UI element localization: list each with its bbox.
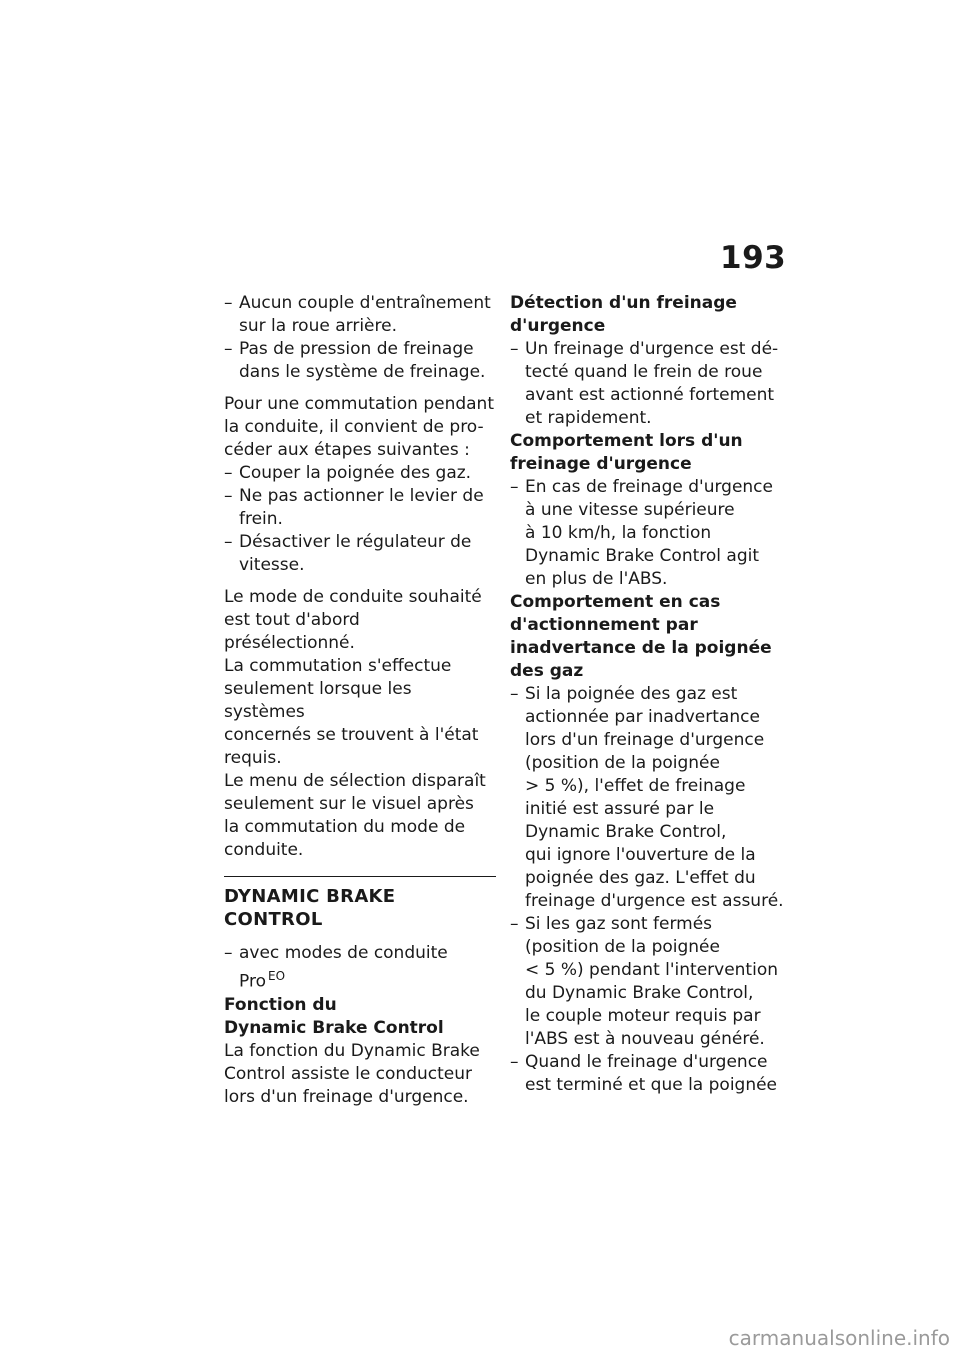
list-line: (position de la poignée bbox=[525, 937, 720, 957]
list-line: Désactiver le régulateur de bbox=[239, 532, 472, 552]
paragraph bbox=[224, 393, 496, 462]
list-line: à 10 km/h, la fonction bbox=[525, 523, 712, 543]
text-line: seulement sur le visuel après bbox=[224, 794, 474, 814]
list-line: Un freinage d'urgence est dé- bbox=[525, 339, 779, 359]
list-item bbox=[224, 942, 496, 994]
mode-name: Pro bbox=[239, 971, 266, 992]
list-item bbox=[510, 683, 785, 913]
list-item bbox=[224, 531, 496, 577]
text-line: est tout d'abord présélectionné. bbox=[224, 610, 360, 653]
text-line: Dynamic Brake Control bbox=[224, 1017, 444, 1038]
list-dash: – bbox=[224, 532, 233, 552]
list-dash: – bbox=[224, 463, 233, 483]
list-item bbox=[224, 338, 496, 384]
section-title: DYNAMIC BRAKE CONTROL bbox=[224, 886, 396, 930]
list-dash: – bbox=[224, 486, 233, 506]
list-dash: – bbox=[510, 477, 519, 497]
list-line: tecté quand le frein de roue bbox=[525, 362, 763, 382]
list-line: vitesse. bbox=[239, 555, 305, 575]
text-line: seulement lorsque les systèmes bbox=[224, 679, 412, 722]
text-line: Pour une commutation pendant bbox=[224, 394, 494, 414]
text-line: Control assiste le conducteur bbox=[224, 1063, 473, 1084]
list-line: Couper la poignée des gaz. bbox=[239, 463, 472, 483]
text-line: Le mode de conduite souhaité bbox=[224, 587, 482, 607]
list-line: est terminé et que la poignée bbox=[525, 1075, 778, 1095]
list-line: et rapidement. bbox=[525, 408, 652, 428]
text-line: concernés se trouvent à l'état bbox=[224, 725, 479, 745]
list-line: En cas de freinage d'urgence bbox=[525, 477, 773, 497]
text-line: inadvertance de la poignée bbox=[510, 638, 772, 658]
list-line: < 5 %) pendant l'intervention bbox=[525, 960, 778, 980]
list-dash: – bbox=[224, 943, 233, 963]
list-line bbox=[239, 965, 496, 994]
list-line: avant est actionné fortement bbox=[525, 385, 775, 405]
list-dash: – bbox=[510, 1052, 519, 1072]
list-line: sur la roue arrière. bbox=[239, 316, 397, 336]
text-line: Le menu de sélection disparaît bbox=[224, 771, 486, 791]
list-dash: – bbox=[510, 684, 519, 704]
list-line: dans le système de freinage. bbox=[239, 362, 486, 382]
right-column bbox=[510, 292, 785, 1097]
page-number: 193 bbox=[720, 240, 787, 276]
list-line: l'ABS est à nouveau généré. bbox=[525, 1029, 765, 1049]
subheading bbox=[510, 292, 785, 338]
text-line: des gaz bbox=[510, 661, 584, 681]
text-line: Comportement lors d'un bbox=[510, 431, 743, 451]
option-superscript: EO bbox=[267, 969, 286, 983]
list-line: Si la poignée des gaz est bbox=[525, 684, 738, 704]
list-line: initié est assuré par le bbox=[525, 799, 715, 819]
list-dash: – bbox=[224, 339, 233, 359]
list-line: Aucun couple d'entraînement bbox=[239, 293, 491, 313]
watermark-link[interactable]: carmanualsonline.info bbox=[728, 1326, 950, 1350]
list-dash: – bbox=[510, 914, 519, 934]
text-line: d'urgence bbox=[510, 316, 606, 336]
list-line: Si les gaz sont fermés bbox=[525, 914, 713, 934]
list-line: qui ignore l'ouverture de la bbox=[525, 845, 756, 865]
paragraph bbox=[224, 770, 496, 862]
text-line: La fonction du Dynamic Brake bbox=[224, 1040, 480, 1061]
list-line: du Dynamic Brake Control, bbox=[525, 983, 754, 1003]
section-divider bbox=[224, 876, 496, 877]
list-line: poignée des gaz. L'effet du bbox=[525, 868, 756, 888]
list-line: avec modes de conduite bbox=[239, 943, 448, 963]
list-line: le couple moteur requis par bbox=[525, 1006, 761, 1026]
subheading bbox=[510, 591, 785, 683]
text-line: requis. bbox=[224, 748, 282, 768]
list-line: frein. bbox=[239, 509, 283, 529]
list-line: Quand le freinage d'urgence bbox=[525, 1052, 768, 1072]
list-line: lors d'un freinage d'urgence bbox=[525, 730, 765, 750]
text-line: Fonction du bbox=[224, 994, 337, 1015]
text-line: La commutation s'effectue bbox=[224, 656, 452, 676]
list-line: Ne pas actionner le levier de bbox=[239, 486, 484, 506]
subheading bbox=[510, 430, 785, 476]
list-line: en plus de l'ABS. bbox=[525, 569, 668, 589]
text-line: Comportement en cas bbox=[510, 592, 721, 612]
text-line: d'actionnement par bbox=[510, 615, 698, 635]
list-dash: – bbox=[224, 293, 233, 313]
list-line: > 5 %), l'effet de freinage bbox=[525, 776, 746, 796]
list-item bbox=[510, 913, 785, 1051]
text-line: freinage d'urgence bbox=[510, 454, 692, 474]
left-column bbox=[224, 292, 496, 1109]
list-item bbox=[224, 485, 496, 531]
list-item bbox=[510, 1051, 785, 1097]
paragraph bbox=[224, 586, 496, 770]
subheading bbox=[224, 994, 496, 1040]
list-line: actionnée par inadvertance bbox=[525, 707, 760, 727]
text-line: la commutation du mode de bbox=[224, 817, 466, 837]
text-line: lors d'un freinage d'urgence. bbox=[224, 1086, 469, 1107]
list-item bbox=[224, 292, 496, 338]
list-line: (position de la poignée bbox=[525, 753, 720, 773]
list-line: Dynamic Brake Control, bbox=[525, 822, 727, 842]
list-item bbox=[224, 462, 496, 485]
text-line: Détection d'un freinage bbox=[510, 293, 737, 313]
paragraph bbox=[224, 1040, 496, 1109]
text-line: céder aux étapes suivantes : bbox=[224, 440, 470, 460]
list-item bbox=[510, 338, 785, 430]
text-line: conduite. bbox=[224, 840, 304, 860]
list-line: Pas de pression de freinage bbox=[239, 339, 474, 359]
list-item bbox=[510, 476, 785, 591]
list-line: freinage d'urgence est assuré. bbox=[525, 891, 784, 911]
list-line: Dynamic Brake Control agit bbox=[525, 546, 759, 566]
text-line: la conduite, il convient de pro- bbox=[224, 417, 484, 437]
list-dash: – bbox=[510, 339, 519, 359]
list-line: à une vitesse supérieure bbox=[525, 500, 735, 520]
